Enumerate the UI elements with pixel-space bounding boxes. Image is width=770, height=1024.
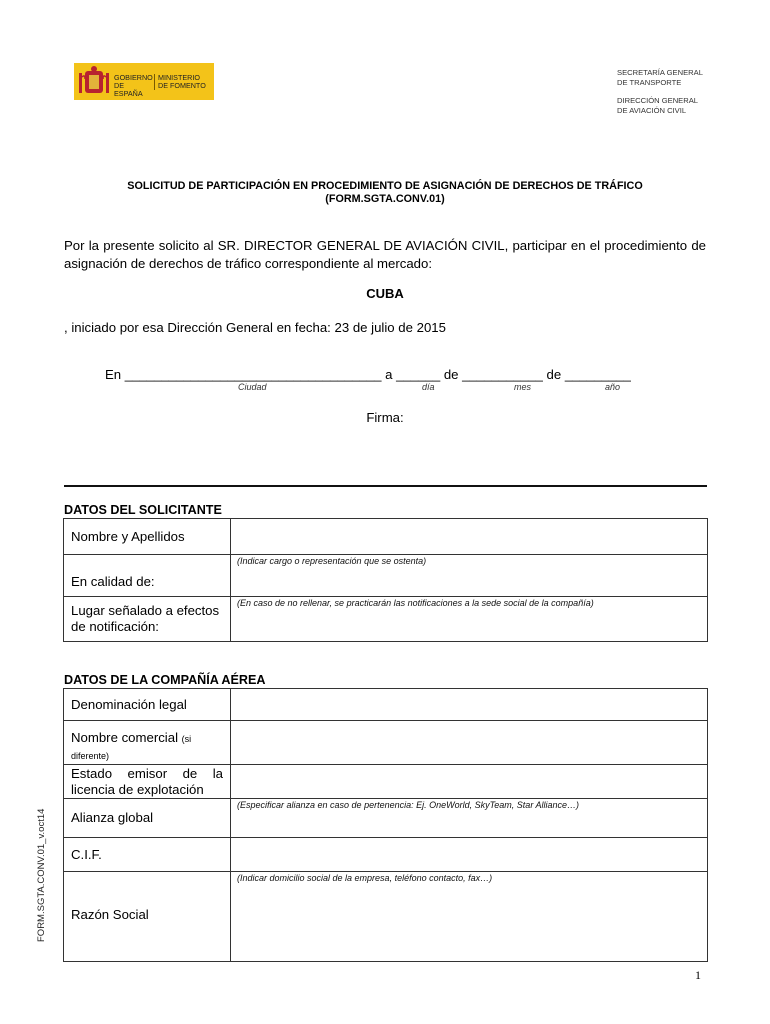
table-row bbox=[64, 721, 708, 765]
trade-name-field[interactable] bbox=[231, 721, 708, 765]
cif-label: C.I.F. bbox=[64, 838, 231, 872]
place-date-line[interactable]: En ___________________________________ a ______ de ___________ de _________ bbox=[105, 367, 631, 382]
capacity-hint: (Indicar cargo o representación que se ostenta) bbox=[237, 556, 427, 566]
applicant-table bbox=[63, 518, 708, 642]
form-title-line: SOLICITUD DE PARTICIPACIÓN EN PROCEDIMIENTO DE ASIGNACIÓN DE DERECHOS DE TRÁFICO bbox=[127, 180, 643, 192]
notice-hint: (En caso de no rellenar, se practicarán las notificaciones a la sede social de la compañía) bbox=[237, 598, 594, 608]
table-row bbox=[64, 872, 708, 962]
day-caption: día bbox=[422, 382, 435, 392]
year-caption: año bbox=[605, 382, 621, 392]
table-row bbox=[64, 597, 708, 642]
company-label: Razón Social bbox=[64, 872, 231, 962]
applicant-section-title: DATOS DEL SOLICITANTE bbox=[64, 503, 222, 517]
government-logo bbox=[74, 63, 214, 100]
dept-line: DE AVIACIÓN CIVIL bbox=[617, 106, 687, 115]
trade-name-label bbox=[64, 721, 231, 765]
license-state-field[interactable] bbox=[231, 765, 708, 799]
form-version-code: FORM.SGTA.CONV.01_v.oct14 bbox=[36, 808, 47, 942]
legal-name-field[interactable] bbox=[231, 689, 708, 721]
capacity-label: En calidad de: bbox=[64, 555, 231, 597]
airline-section-title: DATOS DE LA COMPAÑÍA AÉREA bbox=[64, 673, 266, 687]
alliance-hint: (Especificar alianza en caso de pertenencia: Ej. OneWorld, SkyTeam, Star Alliance…) bbox=[237, 800, 579, 810]
table-row bbox=[64, 519, 708, 555]
city-caption: Ciudad bbox=[238, 382, 267, 392]
trade-name-text: Nombre comercial bbox=[71, 730, 178, 745]
license-state-label: Estado emisor de la licencia de explotación bbox=[64, 765, 231, 799]
dept-line: DIRECCIÓN GENERAL bbox=[617, 96, 699, 105]
dept-line: DE TRANSPORTE bbox=[617, 78, 682, 87]
trade-name-note: (si diferente) bbox=[71, 734, 192, 761]
signature-label: Firma: bbox=[366, 410, 404, 425]
alliance-label: Alianza global bbox=[64, 799, 231, 838]
month-caption: mes bbox=[514, 382, 532, 392]
page-number: 1 bbox=[695, 968, 701, 982]
table-row bbox=[64, 555, 708, 597]
name-label: Nombre y Apellidos bbox=[64, 519, 231, 555]
table-row bbox=[64, 765, 708, 799]
table-row bbox=[64, 799, 708, 838]
market-name: CUBA bbox=[366, 286, 404, 301]
form-code-title: (FORM.SGTA.CONV.01) bbox=[325, 193, 445, 205]
notice-label: Lugar señalado a efectos de notificación: bbox=[64, 597, 231, 642]
department-header bbox=[617, 68, 757, 116]
company-field[interactable] bbox=[231, 872, 708, 962]
coat-of-arms-icon bbox=[76, 65, 112, 98]
divider bbox=[64, 485, 707, 487]
form-title bbox=[64, 180, 706, 206]
table-row bbox=[64, 689, 708, 721]
name-field[interactable] bbox=[231, 519, 708, 555]
notice-field[interactable] bbox=[231, 597, 708, 642]
cif-field[interactable] bbox=[231, 838, 708, 872]
intro-paragraph: Por la presente solicito al SR. DIRECTOR GENERAL DE AVIACIÓN CIVIL, participar en el procedimiento de asignación de derechos de tráfico correspondiente al mercado: bbox=[64, 238, 706, 271]
company-hint: (Indicar domicilio social de la empresa, teléfono contacto, fax…) bbox=[237, 873, 493, 883]
logo-ministry-text: MINISTERIO DE FOMENTO bbox=[154, 74, 210, 90]
legal-name-label: Denominación legal bbox=[64, 689, 231, 721]
dept-line: SECRETARÍA GENERAL bbox=[617, 68, 703, 77]
capacity-field[interactable] bbox=[231, 555, 708, 597]
alliance-field[interactable] bbox=[231, 799, 708, 838]
airline-table bbox=[63, 688, 708, 962]
start-date-text: , iniciado por esa Dirección General en fecha: 23 de julio de 2015 bbox=[64, 320, 446, 335]
table-row bbox=[64, 838, 708, 872]
logo-government-text: GOBIERNO DE ESPAÑA bbox=[114, 73, 153, 98]
